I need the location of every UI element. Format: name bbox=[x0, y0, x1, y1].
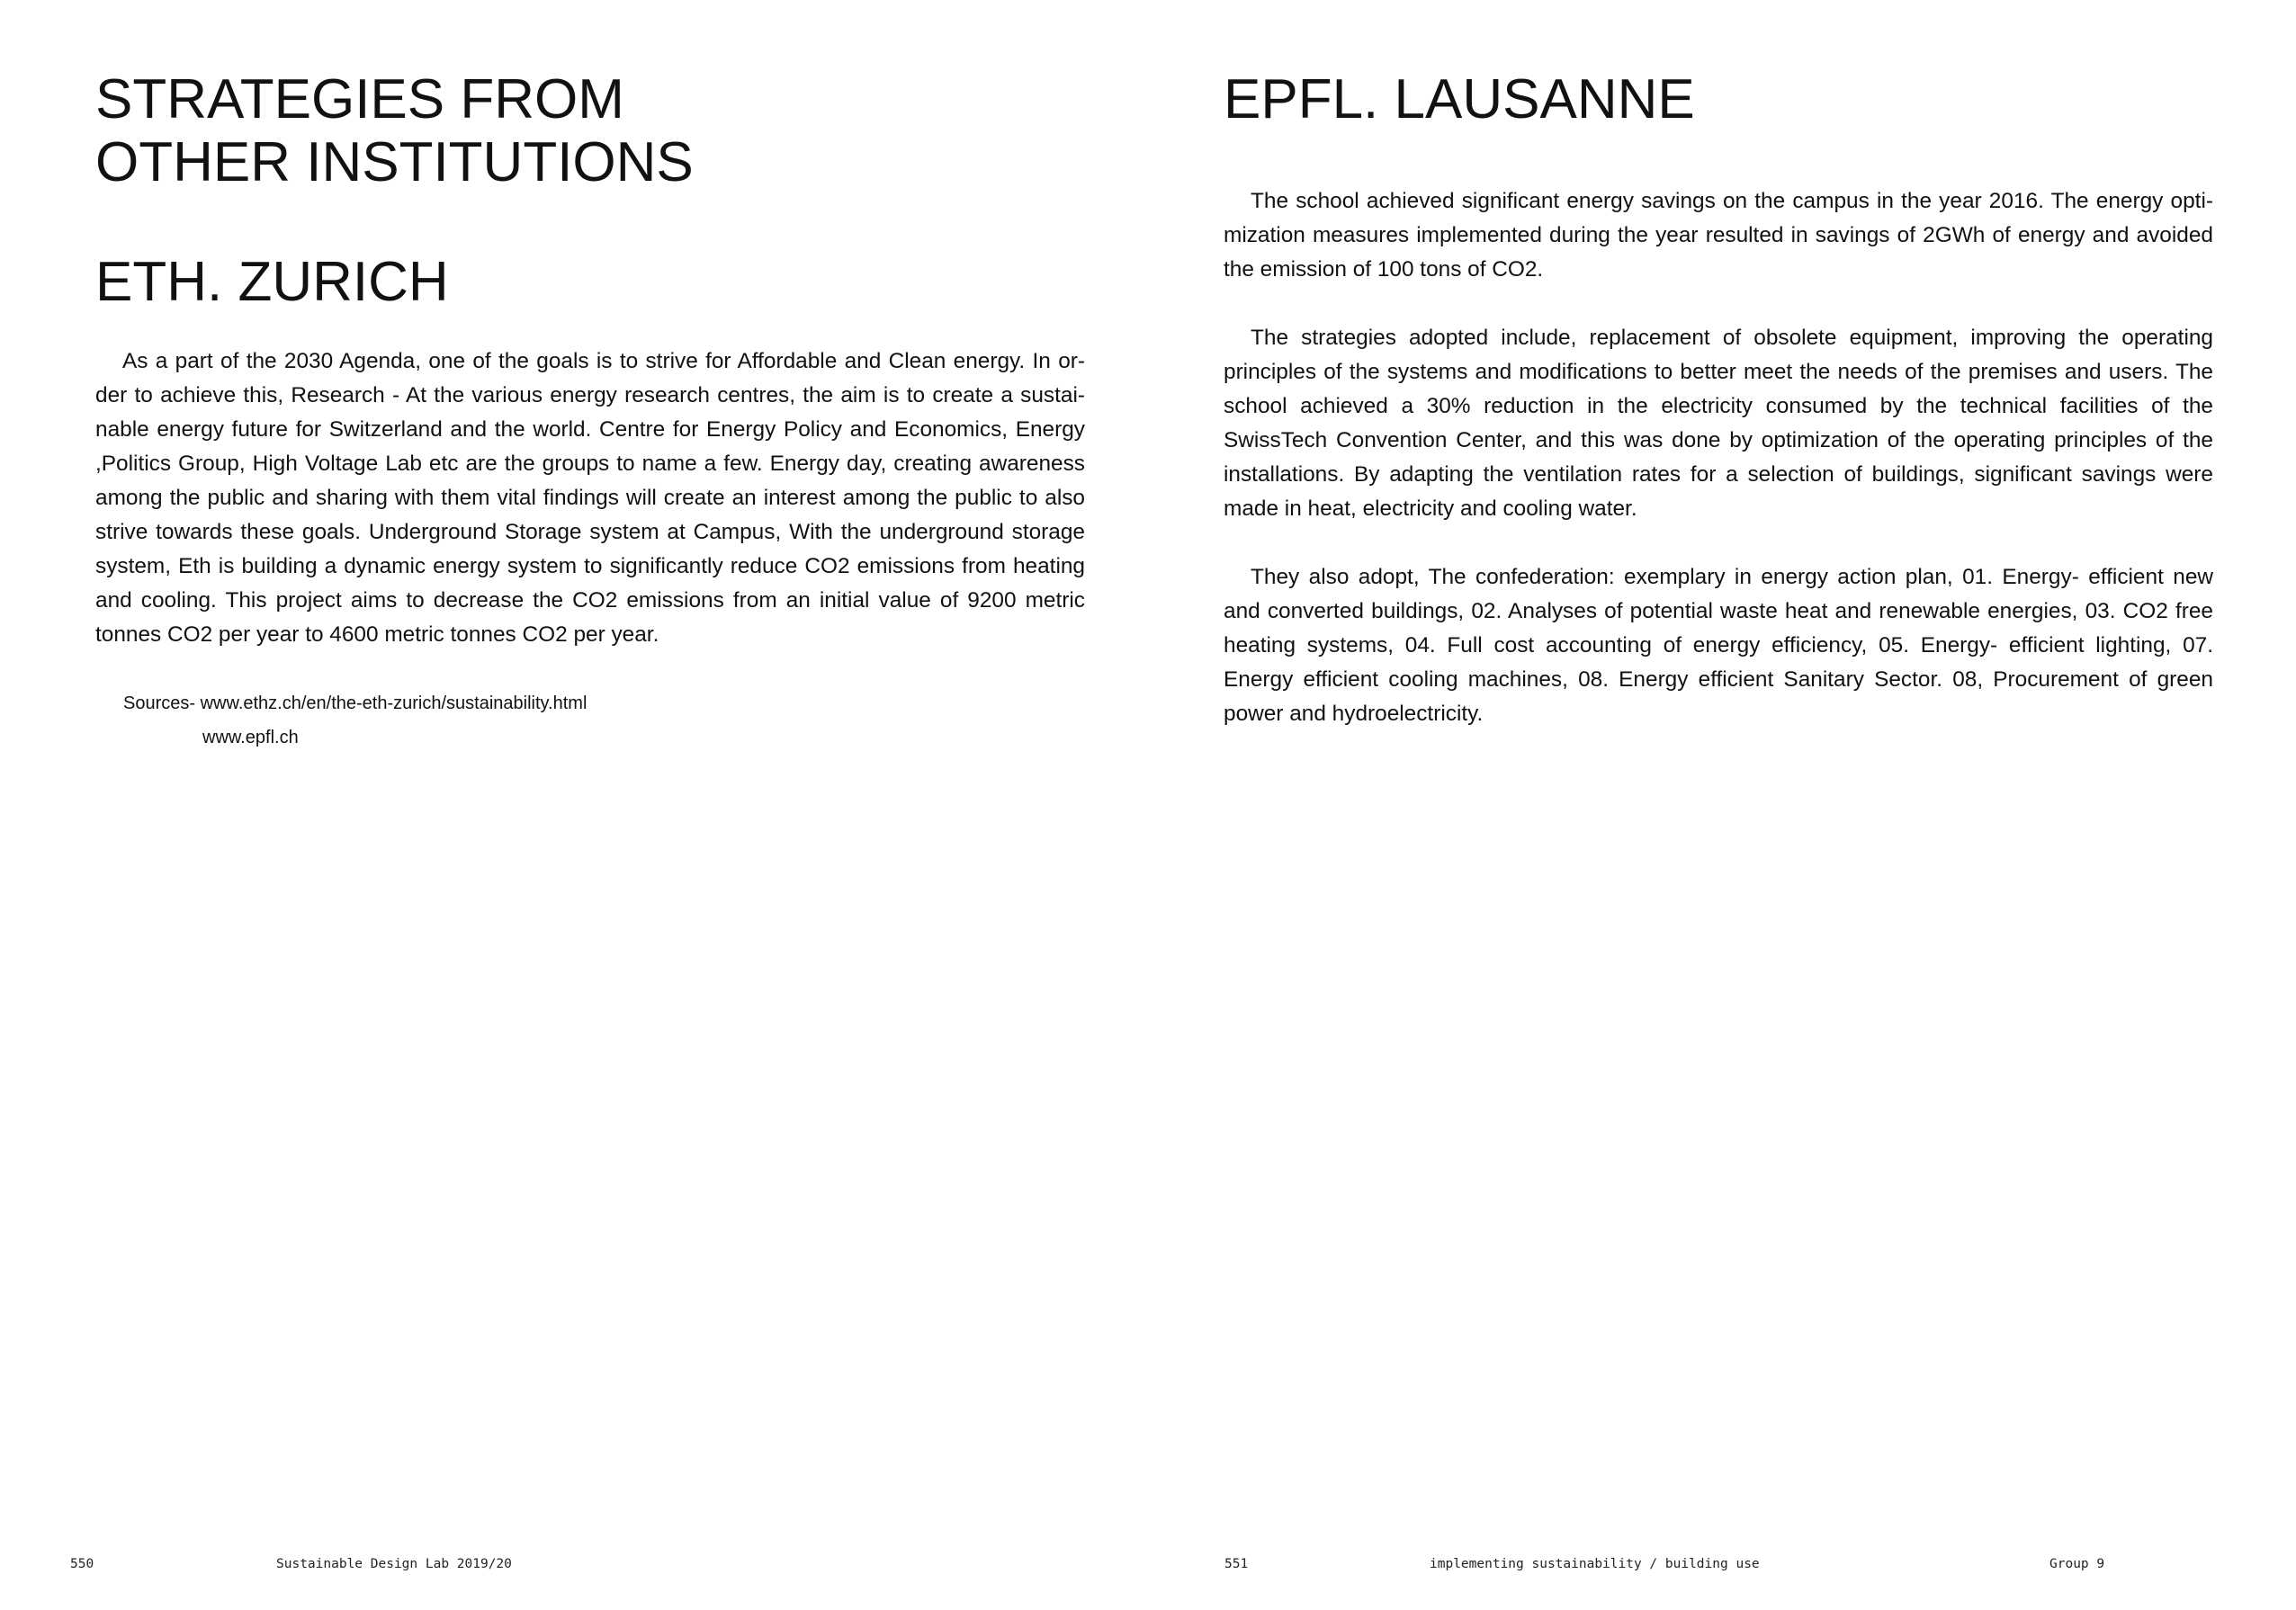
source-line-ethz: Sources- www.ethz.ch/en/the-eth-zurich/sustainability.html bbox=[123, 693, 587, 713]
page-title-line-2: OTHER INSTITUTIONS bbox=[95, 131, 694, 193]
footer-group: Group 9 bbox=[2049, 1557, 2105, 1571]
section-heading-epfl-lausanne: EPFL. LAUSANNE bbox=[1224, 68, 1695, 130]
page-title-line-1: STRATEGIES FROM bbox=[95, 68, 624, 130]
epfl-paragraph-3: They also adopt, The confederation: exemplary in energy action plan, 01. Energy- efficient new and converted buildings, 02. Analyses of potential waste heat and renewable energies, 03. CO2 free heating systems, 04. Full cost accounting of energy efficiency, 05. Energy- efficient lighting, 07. Energy efficient cooling machines, 08. Energy efficient Sanitary Sector. 08, Procurement of green power and hydroelectricity. bbox=[1224, 565, 2213, 726]
epfl-paragraph-1: The school achieved significant energy savings on the campus in the year 2016. The energy opti-mization measures implemented during the year resulted in savings of 2GWh of energy and avoided the emission of 100 tons of CO2. bbox=[1224, 189, 2213, 282]
page-title bbox=[95, 68, 694, 194]
footer-chapter: implementing sustainability / building use bbox=[1430, 1557, 1760, 1571]
sources-block bbox=[123, 686, 587, 755]
section-heading-eth-zurich: ETH. ZURICH bbox=[95, 251, 449, 313]
epfl-paragraph-2: The strategies adopted include, replacement of obsolete equipment, improving the operating principles of the systems and modifications to better meet the needs of the premises and users. The school achieved a 30% reduction in the electricity consumed by the technical facilities of the SwissTech Convention Center, and this was done by optimization of the operating principles of the installations. By adapting the ventilation rates for a selection of buildings, significant savings were made in heat, electricity and cooling water. bbox=[1224, 326, 2213, 521]
right-page bbox=[1148, 0, 2296, 1610]
footer-publication: Sustainable Design Lab 2019/20 bbox=[276, 1557, 512, 1571]
footer-page-number-left: 550 bbox=[70, 1557, 94, 1571]
eth-zurich-paragraph: As a part of the 2030 Agenda, one of the goals is to strive for Affordable and Clean energy. In or-der to achieve this, Research - At the various energy research centres, the aim is to create a sustai-nable energy future for Switzerland and the world. Centre for Energy Policy and Economics, Energy ,Politics Group, High Voltage Lab etc are the groups to name a few. Energy day, creating awareness among the public and sharing with them vital findings will create an interest among the public to also strive towards these goals. Underground Storage system at Campus, With the underground storage system, Eth is building a dynamic energy system to significantly reduce CO2 emissions from heating and cooling. This project aims to decrease the CO2 emissions from an initial value of 9200 metric tonnes CO2 per year to 4600 metric tonnes CO2 per year. bbox=[95, 349, 1085, 647]
footer-page-number-right: 551 bbox=[1224, 1557, 1249, 1571]
source-line-epfl: www.epfl.ch bbox=[202, 728, 299, 747]
